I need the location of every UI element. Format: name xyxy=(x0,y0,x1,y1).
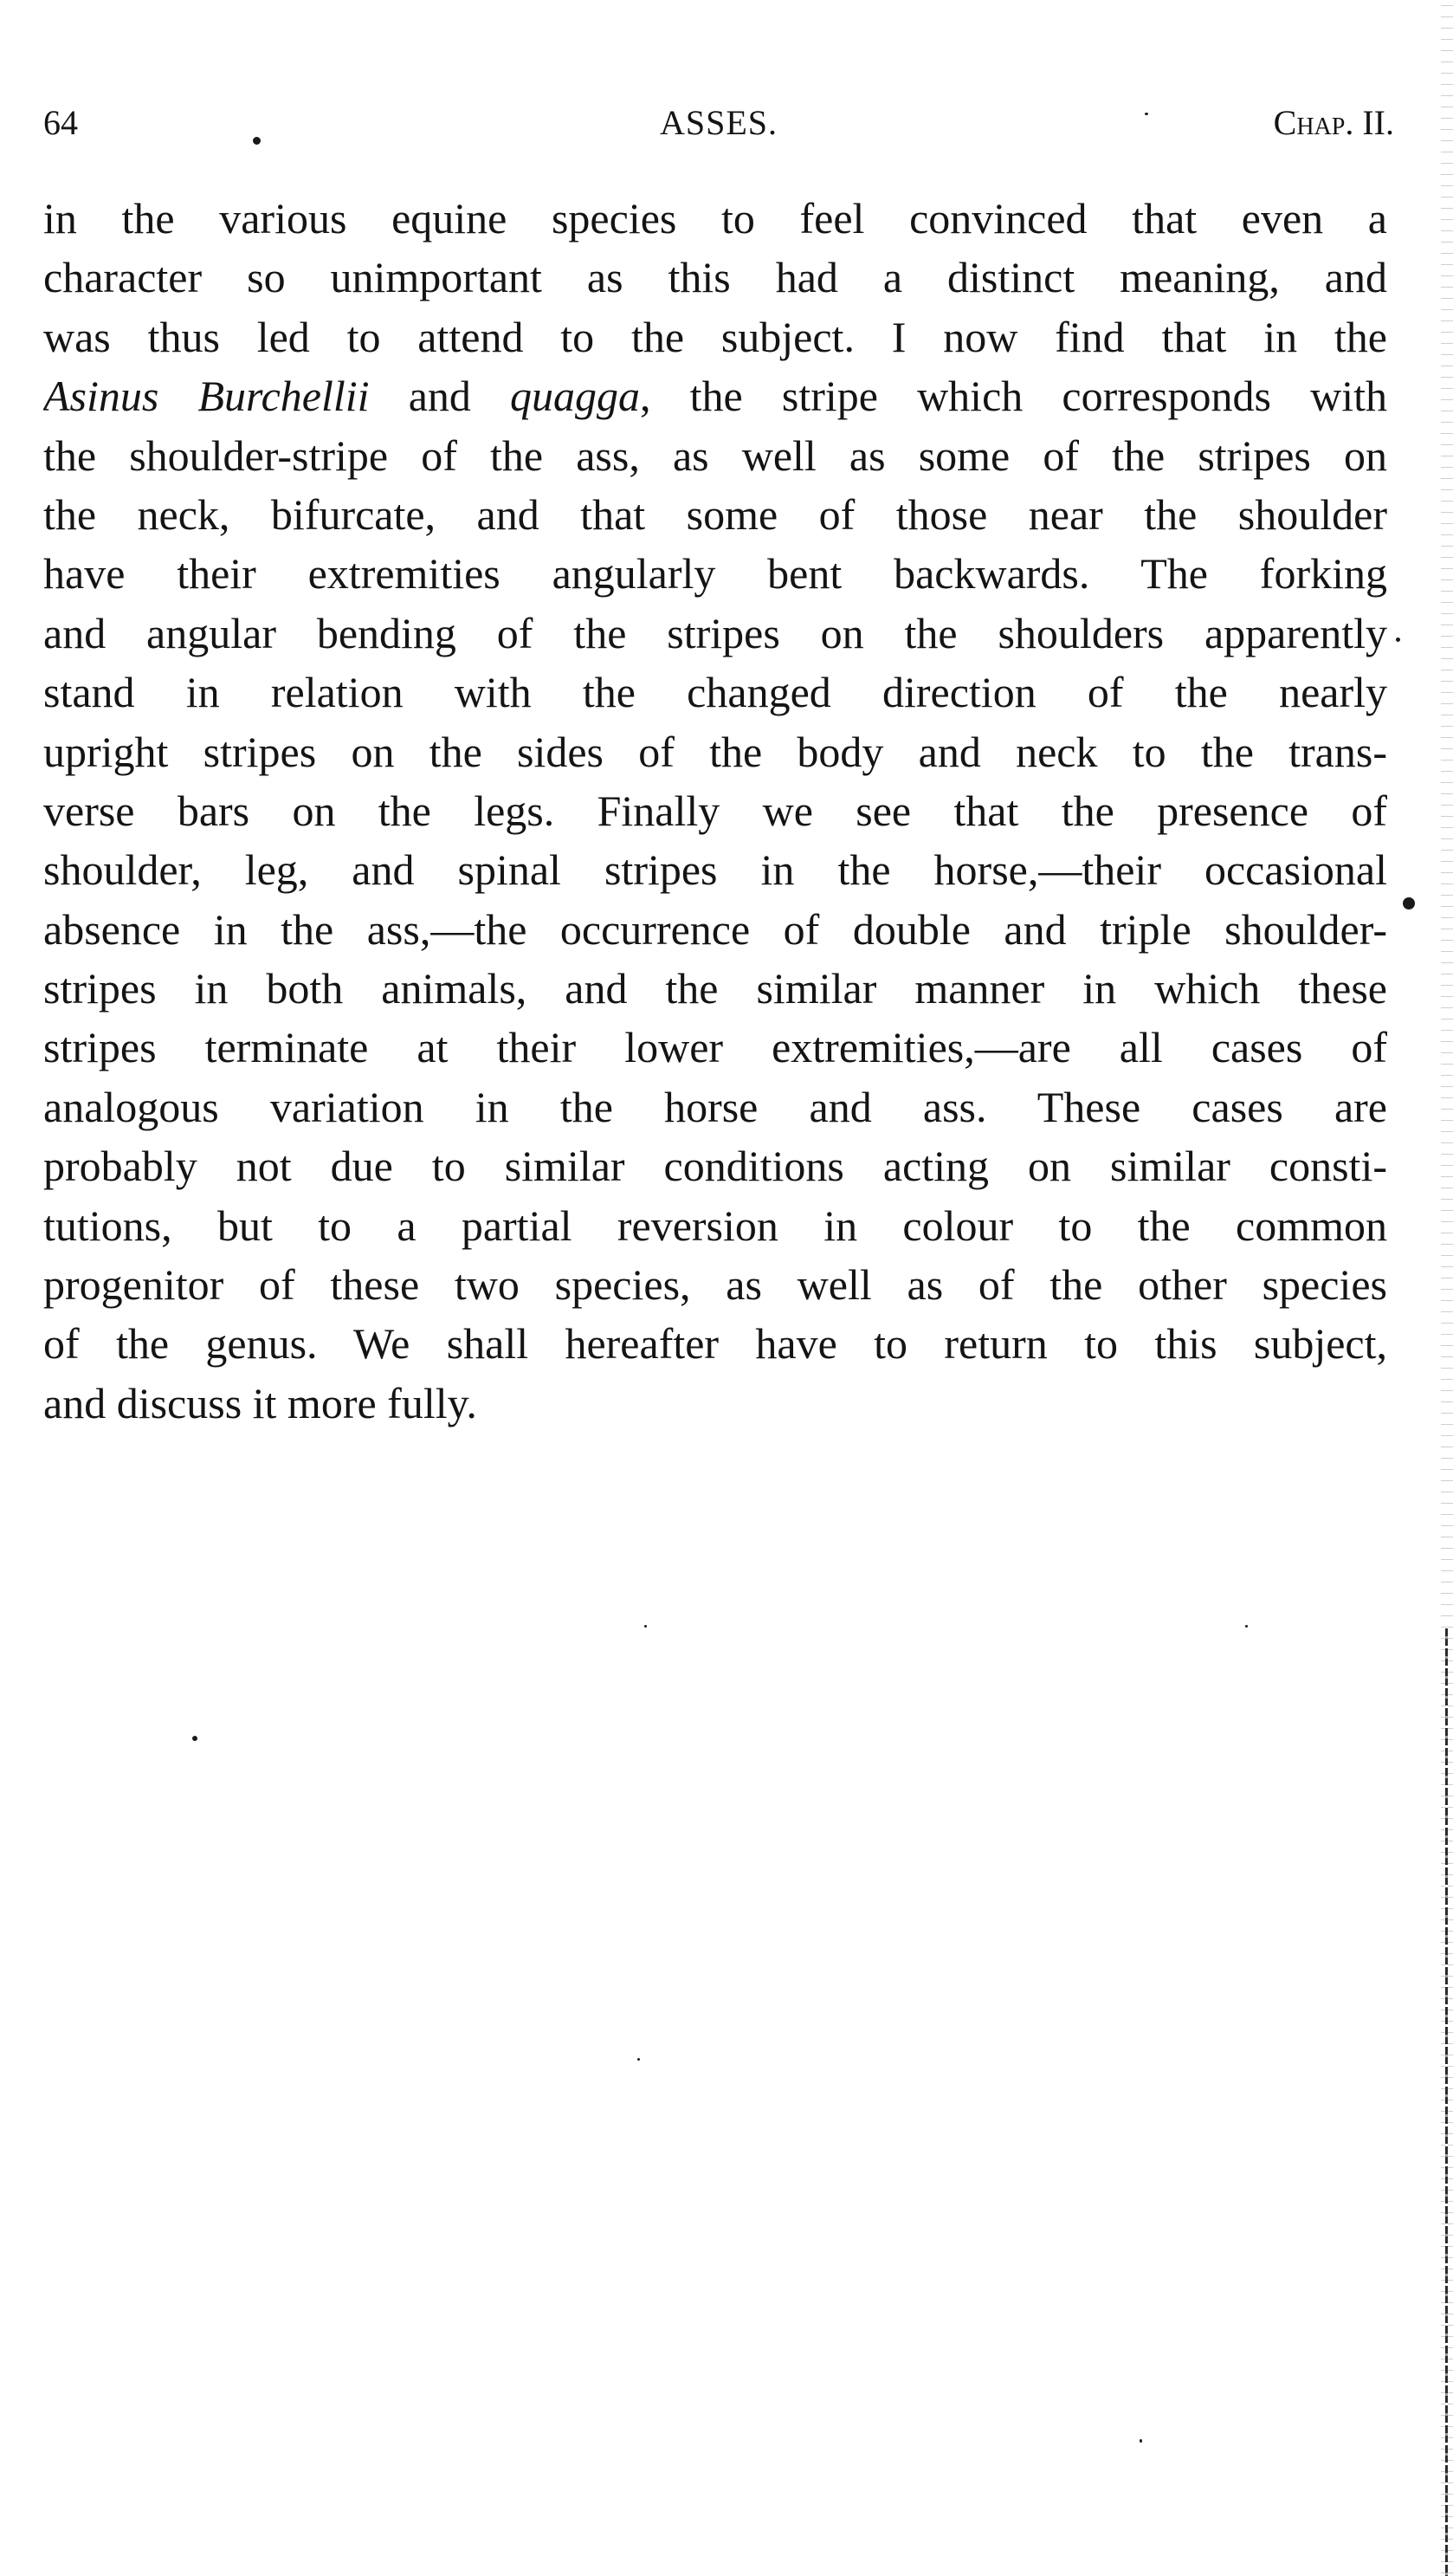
text-line: probably not due to similar conditions acting on similar consti- xyxy=(43,1142,1387,1191)
ink-speck xyxy=(1396,638,1400,642)
text-line: stripes terminate at their lower extremities,—are all cases of xyxy=(43,1023,1387,1072)
ink-speck xyxy=(1245,1625,1248,1628)
running-head xyxy=(43,97,1394,149)
text-line: in the various equine species to feel convinced that even a xyxy=(43,194,1387,243)
page-number: 64 xyxy=(43,103,78,142)
text-line: the shoulder-stripe of the ass, as well as some of the stripes on xyxy=(43,430,1387,480)
conjunction-text: and xyxy=(369,372,511,421)
species-name-italic: quagga xyxy=(510,372,641,421)
ink-speck xyxy=(1403,897,1415,909)
text-line: analogous variation in the horse and ass. These cases are xyxy=(43,1082,1387,1131)
ink-speck xyxy=(637,2058,640,2061)
text-line: absence in the ass,—the occurrence of double and triple shoulder- xyxy=(43,904,1387,954)
text-line: tutions, but to a partial reversion in colour to the common xyxy=(43,1201,1387,1250)
text-line: stripes in both animals, and the similar manner in which these xyxy=(43,964,1387,1013)
text-line: was thus led to attend to the subject. I now find that in the xyxy=(43,312,1387,361)
text-line: the neck, bifurcate, and that some of those near the shoulder xyxy=(43,489,1387,539)
text-line: character so unimportant as this had a distinct meaning, and xyxy=(43,253,1387,302)
ink-speck xyxy=(1145,113,1148,115)
running-title: ASSES. xyxy=(659,103,778,142)
text-line: shoulder, leg, and spinal stripes in the horse,—their occasional xyxy=(43,845,1387,895)
line-continuation: , the stripe which corresponds with xyxy=(640,372,1387,421)
text-line: progenitor of these two species, as well as of the other species xyxy=(43,1260,1387,1310)
text-line: and angular bending of the stripes on the shoulders apparently xyxy=(43,608,1387,657)
body-text xyxy=(43,189,1387,1433)
ink-speck xyxy=(253,137,261,145)
page-edge-shadow xyxy=(1445,1628,1448,2576)
ink-speck xyxy=(192,1736,197,1741)
ink-speck xyxy=(1140,2439,1142,2443)
text-line: have their extremities angularly bent backwards. The forking xyxy=(43,549,1387,599)
species-name-italic: Asinus Burchellii xyxy=(43,372,370,421)
text-line: verse bars on the legs. Finally we see that the presence of xyxy=(43,786,1387,835)
chapter-reference: Chap. II. xyxy=(1273,103,1394,142)
text-line: stand in relation with the changed direction of the nearly xyxy=(43,668,1387,717)
text-line: upright stripes on the sides of the body and neck to the trans- xyxy=(43,727,1387,776)
text-line: of the genus. We shall hereafter have to return to this subject, xyxy=(43,1319,1387,1369)
ink-speck xyxy=(644,1625,647,1628)
text-line xyxy=(43,366,1387,425)
text-line: and discuss it more fully. xyxy=(43,1378,477,1427)
